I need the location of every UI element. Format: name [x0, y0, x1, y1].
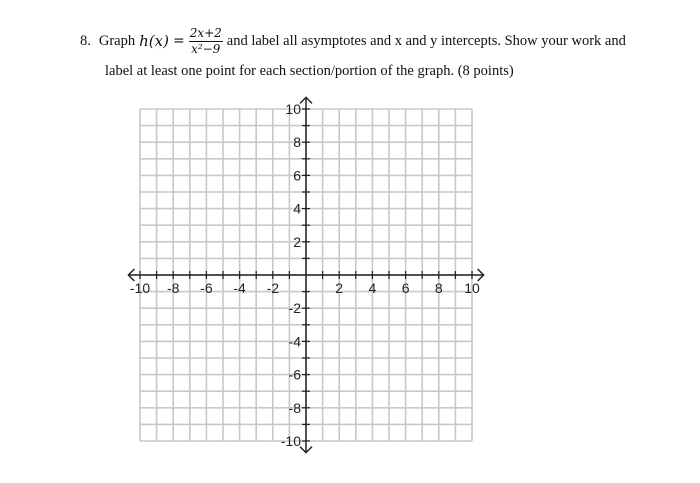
- equals-sign: =: [172, 32, 185, 49]
- y-axis-label: 6: [293, 167, 301, 184]
- x-axis-label: -10: [129, 280, 151, 296]
- x-axis-label: 8: [434, 280, 443, 296]
- x-axis-label: -2: [266, 280, 280, 296]
- y-axis-label: 10: [285, 101, 301, 117]
- y-axis-label: -10: [280, 433, 301, 449]
- x-axis-label: -8: [166, 280, 180, 296]
- fraction-denominator: x²−9: [191, 42, 221, 56]
- graph-word: Graph: [98, 32, 136, 49]
- axes: [128, 97, 483, 452]
- y-axis-label: -6: [288, 366, 301, 383]
- x-axis-label: 4: [368, 280, 377, 296]
- y-axis-label: -2: [288, 300, 301, 317]
- x-axis-label: 10: [464, 280, 480, 296]
- instruction-text-part1: and label all asymptotes and x and y intercepts. Show your work and: [226, 32, 626, 49]
- x-axis-label: -4: [233, 280, 246, 296]
- y-axis-label: 4: [293, 200, 301, 217]
- x-axis-label: 2: [335, 280, 344, 296]
- x-axis-label: 6: [401, 280, 410, 296]
- y-axis-label: 8: [293, 134, 301, 151]
- y-axis-label: 2: [293, 233, 301, 250]
- fraction-numerator: 2x+2: [189, 26, 222, 40]
- x-axis-label: -6: [200, 280, 213, 296]
- function-name: h(x): [139, 31, 169, 50]
- problem-number: 8.: [80, 32, 91, 49]
- x-axis-labels: [130, 280, 480, 296]
- instruction-text-part2: label at least one point for each section/portion of the graph. (8 points): [105, 63, 514, 79]
- y-axis-label: -4: [288, 333, 301, 350]
- y-axis-label: -8: [288, 399, 301, 416]
